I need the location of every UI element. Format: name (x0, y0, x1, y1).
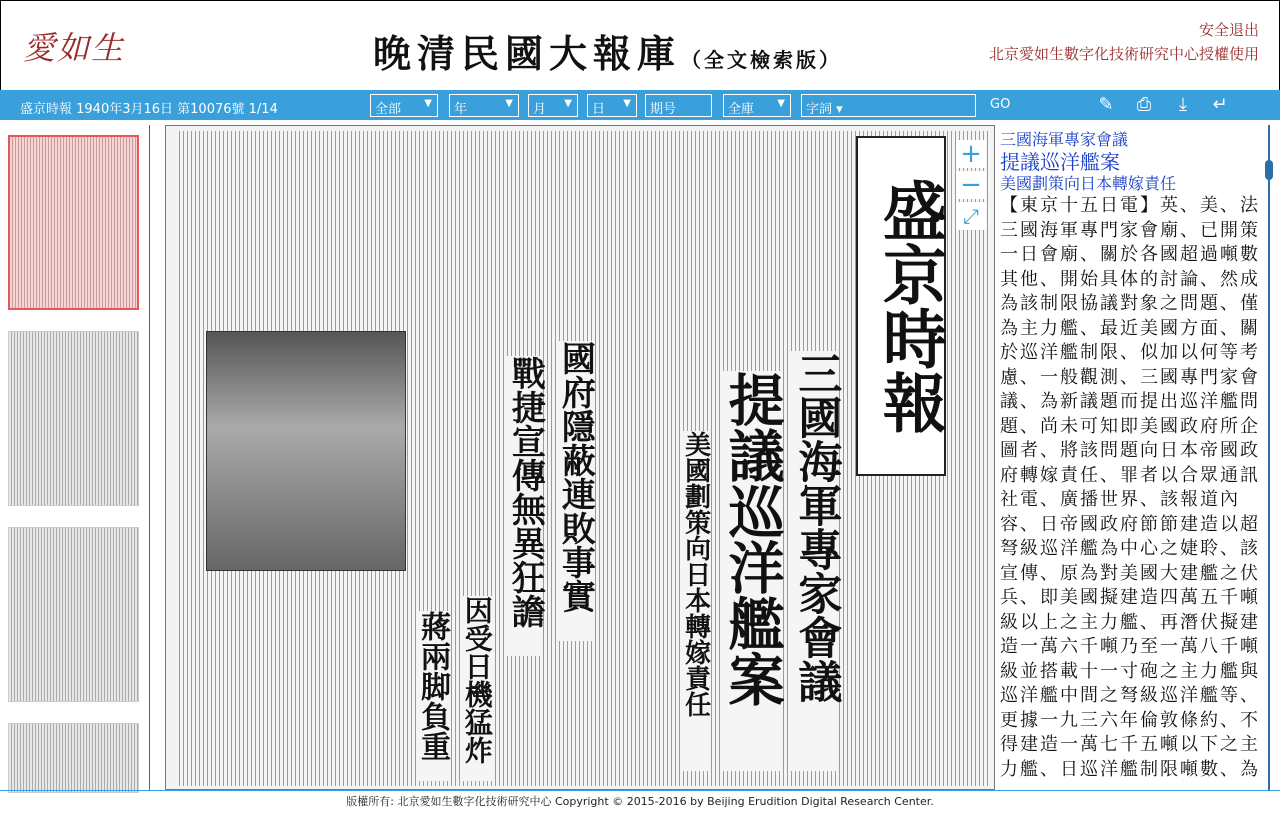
issue-number-input[interactable] (645, 94, 712, 117)
headline-1: 三國海軍專家會議 (791, 351, 839, 771)
article-text-panel (1000, 130, 1262, 790)
article-line: 更據一九三六年倫敦條約、不 (1000, 709, 1260, 731)
masthead: 盛京時報 (856, 136, 946, 476)
library-select[interactable] (723, 94, 791, 117)
article-line: 巡洋艦中間之弩級巡洋艦等、 (1000, 685, 1260, 706)
article-line: 宣傳、原為對美國大建艦之伏 (1000, 562, 1260, 584)
article-line: 府轉嫁責任、罪者以合眾通訊 (1000, 464, 1260, 486)
article-title-3: 美國劃策向日本轉嫁責任 (1000, 174, 1177, 193)
page-thumbnail-3[interactable] (8, 527, 139, 702)
edit-icon[interactable]: ✎ (1098, 94, 1114, 115)
year-select[interactable] (449, 94, 519, 117)
chevron-down-icon: ▼ (623, 98, 631, 109)
page-thumbnail-4[interactable] (8, 723, 139, 793)
headline-4: 國府隱蔽連敗事實 (556, 341, 593, 641)
library-label: 全庫 (728, 102, 755, 117)
headline-5: 戰捷宣傳無異狂譫 (506, 356, 543, 656)
fit-screen-button[interactable]: ⤢ (956, 202, 986, 230)
scope-select[interactable] (370, 94, 438, 117)
page-thumbnails (0, 125, 150, 790)
title-subtitle: （全文檢索版） (681, 48, 843, 72)
year-label: 年 (454, 102, 468, 117)
article-line: 慮、一般觀測、三國專門家會 (1000, 366, 1260, 388)
issue-info: 盛京時報 1940年3月16日 第10076號 1/14 (20, 102, 278, 117)
article-line: 造一萬六千噸乃至一萬八千噸 (1000, 636, 1260, 657)
headline-6: 蔣兩脚負重 (416, 611, 449, 781)
return-icon[interactable]: ↵ (1212, 94, 1228, 115)
article-line: 題、尚未可知即美國政府所企 (1000, 415, 1260, 437)
article-line: 社電、廣播世界、該報道內 (1000, 489, 1240, 510)
chevron-down-icon: ▼ (777, 98, 785, 109)
article-line: 圖者、將該問題向日本帝國政 (1000, 440, 1260, 461)
app-title (373, 23, 842, 78)
chevron-down-icon: ▼ (505, 98, 513, 109)
article-line: 兵、即美國擬建造四萬五千噸 (1000, 587, 1260, 608)
article-line: 議、為新議題而提出巡洋艦問 (1000, 391, 1260, 412)
zoom-in-button[interactable]: + (956, 140, 986, 168)
article-line: 一日會廟、關於各國超過噸數 (1000, 244, 1260, 265)
scope-label: 全部 (375, 102, 402, 117)
header (0, 0, 1280, 90)
article-line: 【東京十五日電】英、美、法 (1000, 195, 1260, 216)
headline-7: 因受日機猛炸 (461, 596, 492, 781)
article-body (1000, 194, 1262, 782)
article-line: 其他、開始具体的討論、然成 (1000, 268, 1260, 290)
article-line: 得建造一萬七千五噸以下之主 (1000, 734, 1260, 755)
title-main: 晚清民國大報庫 (373, 31, 682, 76)
month-select[interactable] (528, 94, 578, 117)
article-line: 級以上之主力艦、再潛伏擬建 (1000, 611, 1260, 633)
issue-number-placeholder: 期号 (650, 102, 677, 117)
scrollbar-track[interactable] (1268, 125, 1270, 790)
print-icon[interactable]: ⎙ (1136, 94, 1152, 115)
go-button[interactable]: GO (990, 97, 1011, 112)
article-line: 三國海軍專門家會廟、已開策 (1000, 219, 1260, 241)
page-thumbnail-2[interactable] (8, 331, 139, 506)
chevron-down-icon: ▼ (564, 98, 572, 109)
footer-copyright: 版權所有: 北京愛如生數字化技術研究中心 Copyright © 2015-2016 by Beijing Erudition Digital Research Center. (0, 790, 1280, 812)
headline-2: 提議巡洋艦案 (721, 371, 783, 771)
news-photo (206, 331, 406, 571)
article-line: 於巡洋艦制限、似加以何等考 (1000, 342, 1260, 363)
keyword-input[interactable] (801, 94, 976, 117)
article-line: 弩級巡洋艦為中心之婕聆、該 (1000, 538, 1260, 559)
article-line: 容、日帝國政府節節建造以超 (1000, 513, 1260, 535)
license-text: 北京愛如生數字化技術研究中心授權使用 (988, 45, 1259, 63)
headline-3: 美國劃策向日本轉嫁責任 (681, 431, 710, 771)
logout-link[interactable]: 安全退出 (1198, 21, 1259, 39)
newspaper-page-image (176, 131, 991, 786)
toolbar (0, 90, 1280, 120)
article-line: 為該制限協議對象之問題、僅 (1000, 293, 1260, 314)
newspaper-viewer[interactable] (165, 125, 995, 790)
page-thumbnail-1[interactable] (8, 135, 139, 310)
article-line: 力艦、日巡洋艦制限噸數、為 (1000, 758, 1260, 780)
scrollbar-thumb[interactable] (1265, 160, 1273, 180)
month-label: 月 (533, 102, 547, 117)
article-line: 級並搭載十一寸砲之主力艦與 (1000, 660, 1260, 682)
day-label: 日 (592, 102, 606, 117)
article-line: 為主力艦、最近美國方面、關 (1000, 317, 1260, 339)
chevron-down-icon: ▼ (424, 98, 432, 109)
article-title-1: 三國海軍專家會議 (1000, 130, 1129, 149)
download-icon[interactable]: ⤓ (1179, 94, 1187, 115)
article-title-2: 提議巡洋艦案 (1000, 150, 1120, 174)
day-select[interactable] (587, 94, 637, 117)
zoom-out-button[interactable]: − (956, 171, 986, 199)
keyword-type-label[interactable]: 字詞 ▾ (806, 102, 843, 117)
logo: 愛如生 (23, 29, 126, 67)
